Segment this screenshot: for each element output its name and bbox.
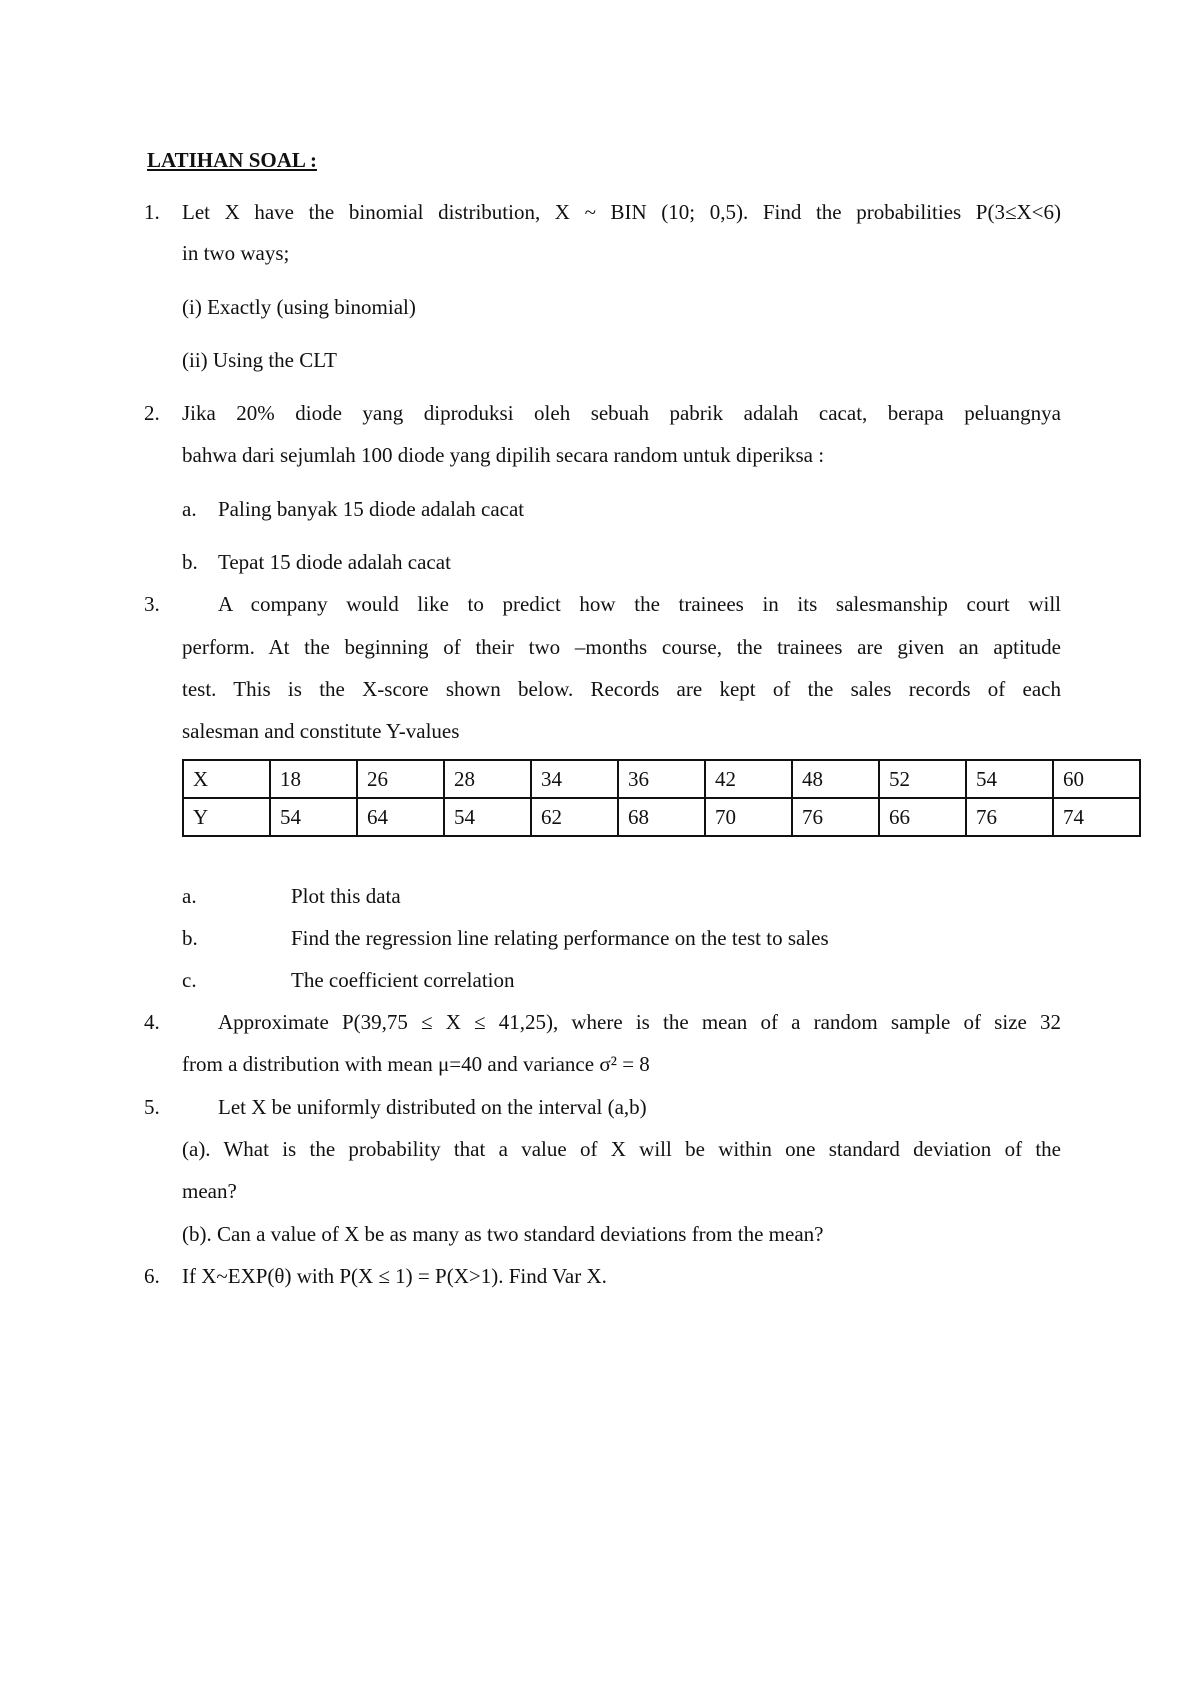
question-6-text: If X~EXP(θ) with P(X ≤ 1) = P(X>1). Find Var X.: [182, 1264, 607, 1288]
table-row-y: [183, 798, 1140, 836]
xy-data-table: [182, 759, 1141, 837]
table-row-x: [183, 760, 1140, 798]
question-3-part-a-label: a.: [182, 884, 197, 908]
question-5-part-a: (a). What is the probability that a value of X will be within one standard deviation of the: [182, 1137, 1061, 1161]
question-3-part-a: Plot this data: [291, 884, 401, 908]
table-cell: 18: [270, 760, 357, 798]
question-4-number: 4.: [144, 1010, 160, 1034]
table-cell: 62: [531, 798, 618, 836]
table-cell: 42: [705, 760, 792, 798]
question-2-text-cont: bahwa dari sejumlah 100 diode yang dipilih secara random untuk diperiksa :: [182, 443, 825, 467]
question-1-part-i: (i) Exactly (using binomial): [182, 295, 416, 319]
question-2-part-a: Paling banyak 15 diode adalah cacat: [218, 497, 525, 521]
question-3-part-b: Find the regression line relating performance on the test to sales: [291, 926, 829, 950]
question-3-text: A company would like to predict how the trainees in its salesmanship court will: [218, 592, 1061, 616]
table-cell: 26: [357, 760, 444, 798]
table-cell: 54: [966, 760, 1053, 798]
question-3-text-cont: test. This is the X-score shown below. Records are kept of the sales records of each: [182, 677, 1061, 701]
table-cell: 48: [792, 760, 879, 798]
table-cell: 70: [705, 798, 792, 836]
question-5-text: Let X be uniformly distributed on the interval (a,b): [218, 1095, 647, 1119]
question-2-part-a-label: a.: [182, 497, 197, 521]
question-3-text-cont: salesman and constitute Y-values: [182, 719, 460, 743]
question-4-text: Approximate P(39,75 ≤ X ≤ 41,25), where is the mean of a random sample of size 32: [218, 1010, 1061, 1034]
table-cell: 28: [444, 760, 531, 798]
table-row-header: X: [183, 760, 270, 798]
question-1-text-cont: in two ways;: [182, 241, 290, 265]
page-title: LATIHAN SOAL :: [147, 148, 317, 172]
table-cell: 34: [531, 760, 618, 798]
table-cell: 66: [879, 798, 966, 836]
table-cell: 76: [792, 798, 879, 836]
question-3-number: 3.: [144, 592, 160, 616]
question-2-part-b-label: b.: [182, 550, 198, 574]
table-cell: 68: [618, 798, 705, 836]
question-1-part-ii: (ii) Using the CLT: [182, 348, 337, 372]
table-cell: 64: [357, 798, 444, 836]
question-2-text: Jika 20% diode yang diproduksi oleh sebuah pabrik adalah cacat, berapa peluangnya: [182, 401, 1061, 425]
table-cell: 60: [1053, 760, 1140, 798]
question-2-number: 2.: [144, 401, 160, 425]
table-cell: 76: [966, 798, 1053, 836]
question-4-text-cont: from a distribution with mean μ=40 and variance σ² = 8: [182, 1052, 650, 1076]
table-cell: 36: [618, 760, 705, 798]
question-5-number: 5.: [144, 1095, 160, 1119]
table-cell: 52: [879, 760, 966, 798]
table-row-header: Y: [183, 798, 270, 836]
question-1-number: 1.: [144, 200, 160, 224]
question-6-number: 6.: [144, 1264, 160, 1288]
question-3-part-c-label: c.: [182, 968, 197, 992]
question-3-text-cont: perform. At the beginning of their two –months course, the trainees are given an aptitude: [182, 635, 1061, 659]
question-2-part-b: Tepat 15 diode adalah cacat: [218, 550, 451, 574]
question-3-part-c: The coefficient correlation: [291, 968, 515, 992]
question-1-text: Let X have the binomial distribution, X ~ BIN (10; 0,5). Find the probabilities P(3≤X<6): [182, 200, 1061, 224]
table-cell: 74: [1053, 798, 1140, 836]
table-cell: 54: [444, 798, 531, 836]
question-5-part-b: (b). Can a value of X be as many as two standard deviations from the mean?: [182, 1222, 824, 1246]
question-3-part-b-label: b.: [182, 926, 198, 950]
table-cell: 54: [270, 798, 357, 836]
question-5-part-a-cont: mean?: [182, 1179, 237, 1203]
